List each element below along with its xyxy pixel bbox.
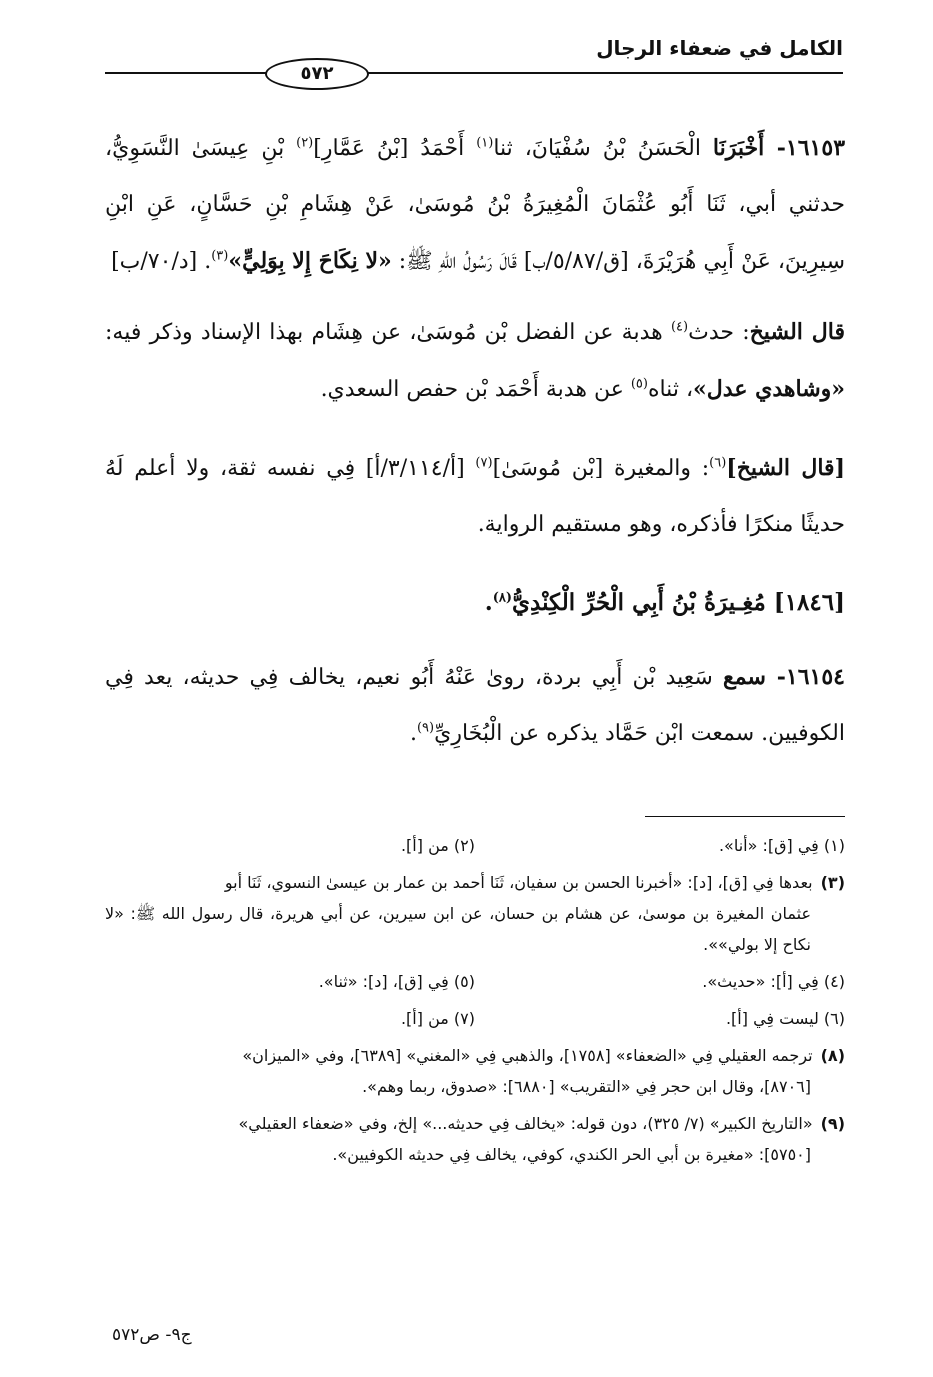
footnote-1: (١) فِي [ق]: «أنا».	[718, 836, 845, 855]
text-segment: بْنِ عِيسَىٰ النَّسَوِيُّ، حدثني أبي، ثَنَا أَبُو عُثْمَانَ الْمُغِيرَةُ بْنُ مُوسَىٰ، عَنْ هِشَامِ بْنِ حَسَّانٍ، عَنِ ابْنِ سِيرِينَ، عَنْ أَبِي هُرَيْرَةَ، [ق/٥/٨٧/ب] قَالَ رَسُولُ اللهِ ﷺ:	[105, 136, 845, 274]
footnote-ref[interactable]: (٢)	[296, 135, 314, 151]
footnote-text: [٨٧٠٦]، وقال ابن حجر فِي «التقريب» [٦٨٨٠]: «صدوق، ربما وهم».	[362, 1077, 811, 1096]
footnote-2: (٢) من [أ].	[400, 836, 475, 855]
footnote-8	[105, 1040, 845, 1102]
footnote-ref[interactable]: (٧)	[475, 455, 493, 471]
footnote-text: بعدها فِي [ق]، [د]: «أخبرنا الحسن بن سفيان، ثَنَا أحمد بن عمار بن عيسىٰ النسوي، ثَنَا أبو	[224, 873, 813, 892]
hadith-number: ١٦١٥٣-	[764, 135, 846, 161]
text-segment: ، ثناه	[647, 377, 694, 402]
entry-end: .	[484, 589, 493, 616]
footnotes	[105, 830, 845, 1176]
text-segment: : حدث	[688, 320, 750, 345]
text-segment: : والمغيرة [بْن مُوسَىٰ]	[492, 456, 710, 481]
book-title: الكامل في ضعفاء الرجال	[596, 36, 843, 60]
footnote-text: ترجمه العقيلي فِي «الضعفاء» [١٧٥٨]، والذهبي فِي «المغني» [٦٣٨٩]، وفي «الميزان»	[242, 1046, 813, 1065]
footnote-row	[105, 830, 845, 861]
footnote-number: (٨)	[820, 1046, 845, 1065]
footnote-4: (٤) فِي [أ]: «حديث».	[702, 972, 845, 991]
sheikh-comment-1	[105, 304, 845, 418]
page-number-badge: ٥٧٢	[265, 58, 369, 90]
footnote-ref[interactable]: (٤)	[670, 319, 689, 335]
text-segment: عن هدبة أَحْمَد بْن حفص السعدي.	[320, 377, 631, 402]
footnote-row	[105, 966, 845, 997]
narration-lead: أَخْبَرَنَا	[712, 135, 765, 161]
footnote-row	[105, 1003, 845, 1034]
footnote-7: (٧) من [أ].	[400, 1009, 475, 1028]
text-segment: الْحَسَنُ بْنُ سُفْيَانَ، ثنا	[493, 136, 713, 161]
footnote-ref[interactable]: (٣)	[211, 248, 229, 264]
sheikh-comment-2	[105, 440, 845, 553]
sheikh-lead: [قال الشيخ]	[726, 455, 845, 481]
entry-name: [١٨٤٦] مُغِـيرَةُ بْنُ أَبِي الْحُرِّ الْكِنْدِيُّ	[512, 589, 845, 616]
footnote-separator	[645, 816, 845, 817]
footnote-text: «التاريخ الكبير» (٧/ ٣٢٥)، دون قوله: «يخالف فِي حديثه...» إلخ، وفي «ضعفاء العقيلي»	[238, 1114, 813, 1133]
footnote-5: (٥) فِي [ق]، [د]: «ثنا».	[318, 972, 475, 991]
footnote-6: (٦) ليست فِي [أ].	[725, 1009, 845, 1028]
quote-text: «وشاهدي عدل»	[693, 376, 845, 402]
page-header	[105, 30, 843, 84]
hadith-number: ١٦١٥٤-	[765, 664, 845, 690]
footnote-9	[105, 1108, 845, 1170]
hadith-quote: «لا نِكَاحَ إِلا بِوَلِيٍّ»	[228, 248, 392, 274]
main-text	[105, 120, 845, 784]
sheikh-lead: قال الشيخ	[749, 319, 845, 345]
text-segment: سَعِيد بْن أَبِي بردة، روىٰ عَنْهُ أَبُو نعيم، يخالف فِي حديثه، يعد فِي الكوفيين. سمعت ابْن حَمَّاد يذكره عن الْبُخَارِيِّ	[105, 665, 845, 746]
volume-page-ref: ج٩- ص٥٧٢	[112, 1325, 192, 1345]
footnote-ref[interactable]: (٥)	[630, 376, 648, 392]
footnote-text: [٥٧٥٠]: «مغيرة بن أبي الحر الكندي، كوفي، يخالف فِي حديثه الكوفيين».	[332, 1145, 811, 1164]
text-segment: . [د/٧٠/ب]	[111, 249, 212, 274]
footnote-ref[interactable]: (٦)	[709, 455, 727, 471]
footnote-ref[interactable]: (١)	[476, 135, 494, 151]
footnote-ref[interactable]: (٩)	[416, 720, 435, 736]
text-segment: [أ/٣/١١٤/أ] فِي نفسه ثقة، ولا أعلم لَهُ حديثًا منكرًا فأذكره، وهو مستقيم الرواية.	[105, 456, 845, 537]
entry-heading	[105, 575, 845, 631]
hadith-16154	[105, 649, 845, 762]
footnote-ref[interactable]: (٨)	[492, 590, 512, 606]
footnote-text: عثمان المغيرة بن موسىٰ، عن هشام بن حسان، عن ابن سيرين، عن أبي هريرة، قال رسول الله ﷺ: «لا نكاح إلا بولي»».	[105, 904, 811, 954]
footnote-number: (٩)	[820, 1114, 845, 1133]
narration-lead: سمع	[723, 664, 766, 690]
text-segment: هدبة عن الفضل بْن مُوسَىٰ، عن هِشَام بهذا الإسناد وذكر فيه:	[105, 320, 671, 345]
text-segment: .	[409, 721, 417, 746]
hadith-16153	[105, 120, 845, 290]
header-rule	[105, 72, 843, 74]
footnote-3	[105, 867, 845, 960]
footnote-number: (٣)	[820, 873, 845, 892]
text-segment: أَحْمَدُ [بْنُ عَمَّارِ]	[313, 136, 477, 161]
